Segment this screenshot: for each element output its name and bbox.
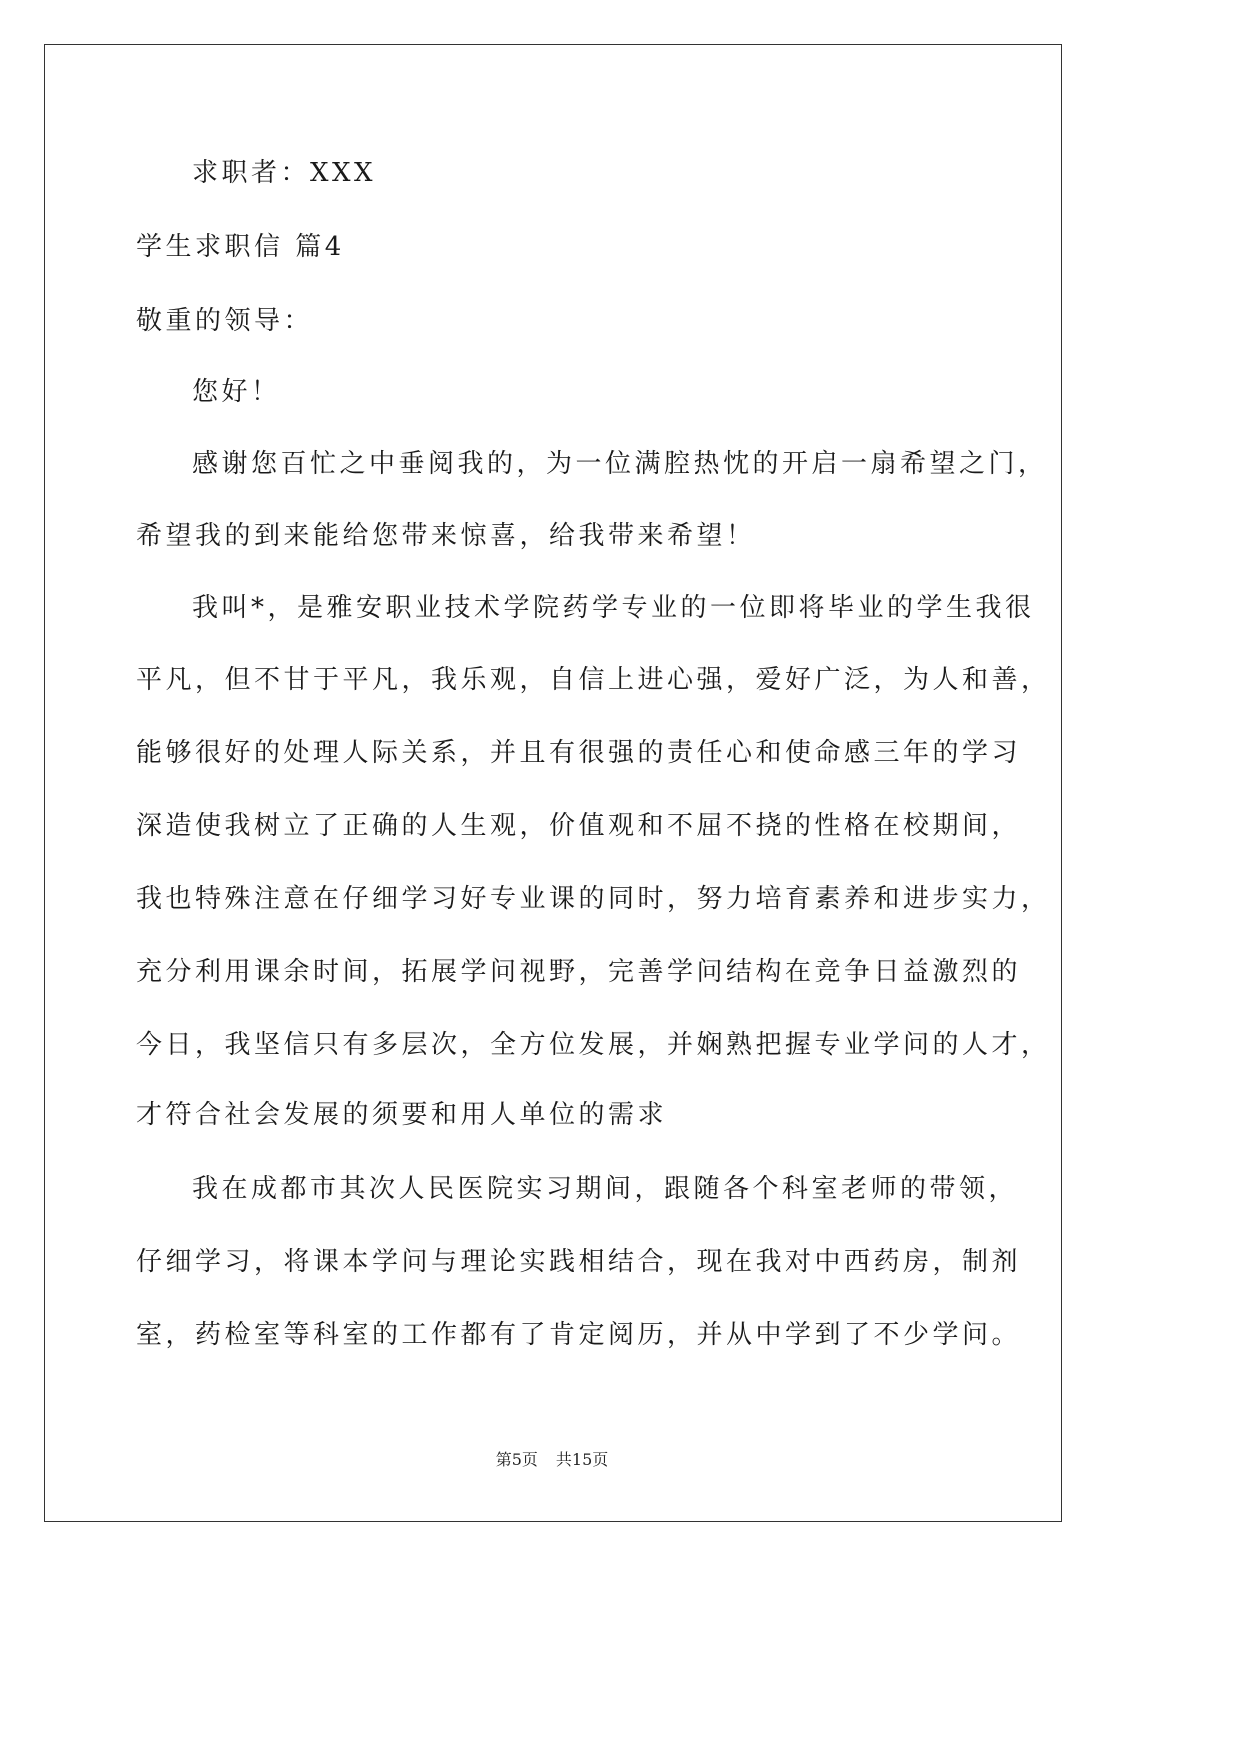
page-number-total: 共15页 <box>555 1450 609 1469</box>
paragraph-line: 仔细学习，将课本学问与理论实践相结合，现在我对中西药房，制剂 <box>136 1247 1022 1277</box>
paragraph-line: 才符合社会发展的须要和用人单位的需求 <box>136 1100 668 1130</box>
paragraph-line: 今日，我坚信只有多层次，全方位发展，并娴熟把握专业学问的人才， <box>136 1030 1051 1060</box>
paragraph-line: 室，药检室等科室的工作都有了肯定阅历，并从中学到了不少学问。 <box>136 1320 1022 1350</box>
paragraph-line: 平凡，但不甘于平凡，我乐观，自信上进心强，爱好广泛，为人和善， <box>136 665 1051 695</box>
paragraph-line: 感谢您百忙之中垂阅我的，为一位满腔热忱的开启一扇希望之门， <box>192 449 1048 479</box>
paragraph-line: 充分利用课余时间，拓展学问视野，完善学问结构在竞争日益激烈的 <box>136 957 1022 987</box>
paragraph-line: 希望我的到来能给您带来惊喜，给我带来希望！ <box>136 521 756 551</box>
page-footer <box>0 1450 1104 1470</box>
page-number-current: 第5页 <box>495 1450 538 1469</box>
paragraph-line: 能够很好的处理人际关系，并且有很强的责任心和使命感三年的学习 <box>136 738 1022 768</box>
section-heading: 学生求职信 篇4 <box>136 232 345 262</box>
page-border <box>44 44 1062 1522</box>
paragraph-line: 我在成都市其次人民医院实习期间，跟随各个科室老师的带领， <box>192 1174 1019 1204</box>
paragraph-line: 深造使我树立了正确的人生观，价值观和不屈不挠的性格在校期间， <box>136 811 1022 841</box>
greeting: 您好！ <box>192 377 281 407</box>
paragraph-line: 我也特殊注意在仔细学习好专业课的同时，努力培育素养和进步实力， <box>136 884 1051 914</box>
paragraph-line: 我叫*，是雅安职业技术学院药学专业的一位即将毕业的学生我很 <box>192 593 1035 623</box>
signature-line: 求职者：XXX <box>192 158 377 188</box>
salutation: 敬重的领导： <box>136 306 314 336</box>
